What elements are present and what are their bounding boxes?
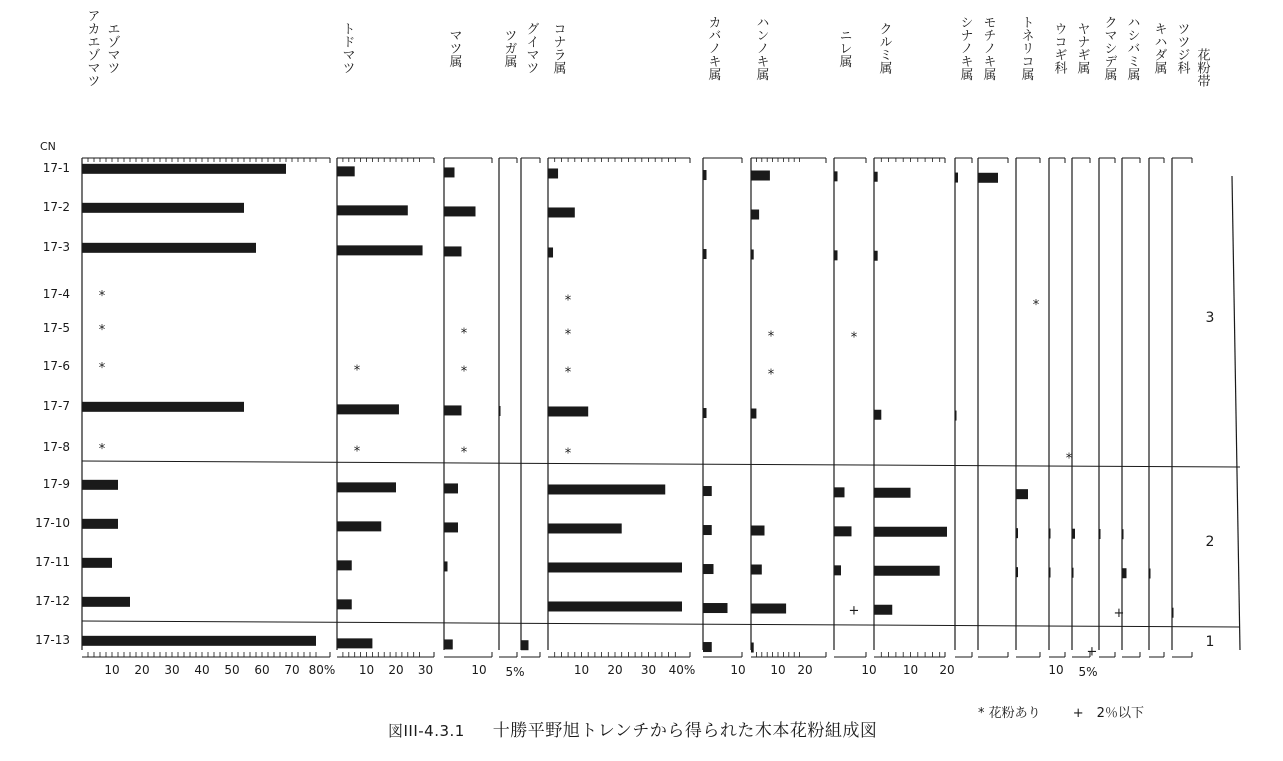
present-marker: * [353, 444, 361, 460]
pollen-bar [874, 488, 911, 498]
zone-label: 1 [1205, 634, 1215, 650]
pollen-bar [703, 525, 712, 535]
present-marker: * [767, 367, 775, 383]
zone-column-line [1232, 176, 1240, 650]
pollen-bar [444, 639, 453, 649]
pollen-bar [548, 406, 588, 416]
pollen-bar [1049, 567, 1051, 577]
tick-label: 40 [194, 663, 210, 677]
present-marker: * [98, 360, 106, 376]
tick-label: 10 [770, 663, 786, 677]
present-marker: * [460, 445, 468, 461]
tick-label: 30 [164, 663, 180, 677]
pollen-bar [82, 164, 286, 174]
pollen-bar [1122, 529, 1124, 539]
tick-label: 10 [573, 663, 590, 677]
tick-label: 20 [607, 663, 623, 677]
tick-label-unit: 80% [308, 663, 336, 677]
pollen-bar [874, 251, 878, 261]
sample-label: 17-13 [35, 633, 70, 647]
pollen-bar [703, 486, 712, 496]
pollen-bar [444, 405, 462, 415]
pollen-bar [1016, 567, 1018, 577]
tick-label: 30 [417, 663, 434, 677]
tick-label: 20 [939, 663, 955, 677]
figure-title: 十勝平野旭トレンチから得られた木本花粉組成図 [492, 721, 878, 741]
pollen-bar [337, 404, 399, 414]
pollen-bar [703, 249, 707, 259]
pollen-bar [444, 561, 448, 571]
pollen-bar [751, 250, 754, 260]
pollen-bar [1072, 529, 1075, 539]
pollen-bar [548, 247, 553, 257]
tick-label: 70 [284, 663, 300, 677]
pollen-bar [1049, 528, 1051, 538]
pollen-bar [751, 565, 762, 575]
pollen-bar [82, 597, 130, 607]
present-marker: * [1032, 298, 1040, 314]
pollen-bar [1172, 608, 1174, 618]
tick-label: 20 [388, 663, 404, 677]
pollen-bar [548, 207, 575, 217]
zone-header: 花粉帯 [1194, 48, 1210, 87]
present-marker: * [460, 364, 468, 380]
pollen-bar [874, 172, 878, 182]
pollen-bar [751, 604, 786, 614]
taxon-label: アカエゾマツ [84, 9, 100, 87]
pollen-bar [337, 482, 396, 492]
taxon-label: ヤナギ属 [1074, 22, 1090, 74]
pollen-bar [703, 170, 707, 180]
tick-label: 10 [730, 663, 746, 677]
pollen-bar [521, 640, 529, 650]
tick-label: 10 [104, 663, 120, 677]
present-marker: * [98, 288, 106, 304]
pollen-bar [548, 562, 682, 572]
pollen-bar [751, 210, 759, 220]
pollen-bar [703, 408, 707, 418]
present-marker: * [1065, 451, 1073, 467]
pollen-bar [548, 168, 558, 178]
pollen-bar [444, 522, 458, 532]
zone-boundary [82, 621, 1240, 627]
sample-label: 17-1 [42, 161, 70, 175]
taxon-label: モチノキ属 [980, 15, 996, 81]
pollen-bar [1016, 528, 1018, 538]
pollen-bar [751, 171, 770, 181]
taxon-label: ツツジ科 [1174, 22, 1190, 74]
pollen-bar [337, 638, 372, 648]
pollen-bar [834, 250, 838, 260]
scale-label: 5% [505, 665, 525, 679]
pollen-bar [337, 166, 355, 176]
tick-label: 10 [358, 663, 375, 677]
pollen-bar [1149, 568, 1151, 578]
present-marker: * [98, 322, 106, 338]
pollen-bar [337, 599, 352, 609]
pollen-bar [751, 643, 754, 653]
pollen-bar [82, 243, 256, 253]
legend-trace: + 2％以下 [1072, 706, 1144, 721]
pollen-bar [82, 480, 118, 490]
tick-label: 60 [254, 663, 270, 677]
tick-label: 10 [861, 663, 877, 677]
trace-marker: + [1086, 644, 1098, 660]
pollen-bar [703, 603, 728, 613]
zone-label: 2 [1205, 534, 1215, 550]
pollen-bar [874, 410, 881, 420]
pollen-bar [337, 205, 408, 215]
figure-caption [388, 716, 877, 741]
pollen-bar [444, 167, 455, 177]
pollen-bar [1016, 489, 1028, 499]
pollen-bar [548, 601, 682, 611]
legend [978, 702, 1172, 721]
tick-label: 50 [224, 663, 240, 677]
pollen-bar [82, 636, 316, 646]
pollen-bar [703, 564, 714, 574]
taxon-label: ウコギ科 [1051, 22, 1067, 74]
pollen-bar [82, 558, 112, 568]
pollen-bar [82, 402, 244, 412]
tick-label: 10 [1048, 663, 1064, 677]
pollen-bar [444, 483, 458, 493]
present-marker: * [564, 446, 572, 462]
trace-marker: + [848, 603, 860, 619]
zone-label: 3 [1205, 310, 1215, 326]
sample-label: 17-8 [42, 440, 70, 454]
taxon-label: シナノキ属 [957, 15, 973, 81]
cn-label: CN [40, 140, 56, 153]
tick-label-unit: 40% [668, 663, 696, 677]
pollen-bar [444, 206, 476, 216]
figure-number: 図III-4.3.1 [388, 722, 465, 740]
pollen-bar [337, 560, 352, 570]
taxon-label: ハンノキ属 [753, 15, 769, 81]
scale-label: 5% [1078, 665, 1098, 679]
tick-label: 30 [640, 663, 657, 677]
pollen-bar [1072, 568, 1074, 578]
legend-present: * 花粉あり [978, 706, 1041, 721]
pollen-bar [874, 566, 940, 576]
tick-label: 10 [471, 663, 487, 677]
sample-label: 17-10 [35, 516, 70, 530]
pollen-bar [751, 526, 765, 536]
present-marker: * [564, 293, 572, 309]
pollen-bar [834, 487, 845, 497]
tick-label: 20 [797, 663, 813, 677]
taxon-label: トドマツ [339, 22, 355, 74]
sample-label: 17-4 [42, 287, 70, 301]
taxon-label: カバノキ属 [705, 15, 721, 81]
present-marker: * [564, 365, 572, 381]
taxon-label: グイマツ [523, 22, 539, 74]
pollen-bar [834, 565, 841, 575]
taxon-label: コナラ属 [550, 22, 566, 74]
pollen-bar [955, 411, 957, 421]
pollen-bar [978, 173, 998, 183]
sample-label: 17-5 [42, 321, 70, 335]
taxon-label: エゾマツ [104, 22, 120, 74]
pollen-bar [548, 523, 622, 533]
pollen-bar [82, 203, 244, 213]
pollen-bar [703, 642, 712, 652]
pollen-bar [444, 246, 462, 256]
taxon-label: クルミ属 [876, 22, 892, 74]
taxon-label: ハシバミ属 [1124, 15, 1140, 81]
sample-label: 17-2 [42, 200, 70, 214]
sample-label: 17-9 [42, 477, 70, 491]
sample-label: 17-7 [42, 399, 70, 413]
pollen-bar [1099, 529, 1101, 539]
pollen-bar [834, 526, 852, 536]
pollen-bar [874, 605, 892, 615]
present-marker: * [460, 326, 468, 342]
sample-label: 17-11 [35, 555, 70, 569]
taxon-label: クマシデ属 [1101, 15, 1117, 81]
taxon-label: トネリコ属 [1018, 15, 1034, 81]
pollen-bar [834, 171, 838, 181]
taxon-label: ツガ属 [501, 28, 517, 68]
tick-label: 10 [902, 663, 919, 677]
pollen-bar [751, 409, 756, 419]
taxon-label: マツ属 [446, 28, 462, 68]
taxon-label: キハダ属 [1151, 22, 1167, 74]
trace-marker: + [1113, 605, 1125, 621]
pollen-bar [499, 406, 501, 416]
present-marker: * [98, 441, 106, 457]
present-marker: * [353, 363, 361, 379]
present-marker: * [767, 329, 775, 345]
pollen-bar [874, 527, 947, 537]
present-marker: * [564, 327, 572, 343]
pollen-bar [548, 484, 665, 494]
sample-label: 17-6 [42, 359, 70, 373]
sample-label: 17-12 [35, 594, 70, 608]
pollen-bar [337, 245, 423, 255]
sample-label: 17-3 [42, 240, 70, 254]
pollen-bar [337, 521, 381, 531]
taxon-label: ニレ属 [836, 28, 852, 68]
pollen-bar [955, 173, 958, 183]
present-marker: * [850, 330, 858, 346]
pollen-bar [82, 519, 118, 529]
pollen-bar [1122, 568, 1127, 578]
tick-label: 20 [134, 663, 150, 677]
